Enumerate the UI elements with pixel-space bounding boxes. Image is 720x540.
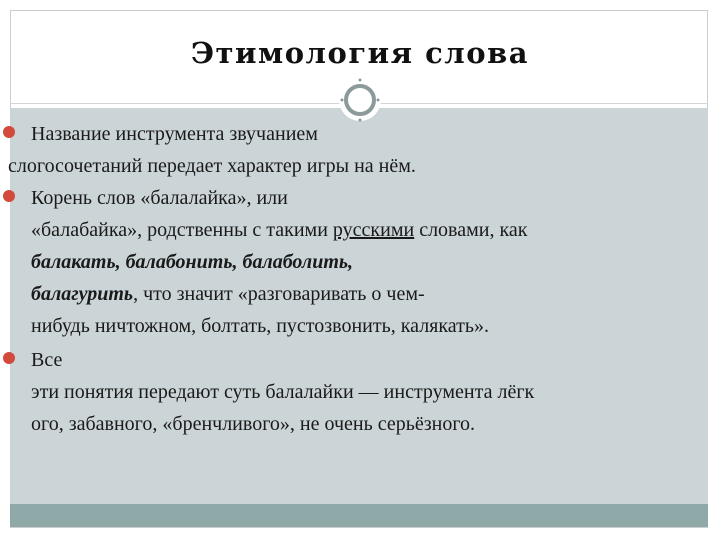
- bullet-dot-icon: [3, 190, 15, 202]
- bullet-dot-icon: [3, 352, 15, 364]
- text-line: Все: [31, 349, 63, 371]
- text-line: [0, 214, 720, 246]
- ring-ornament-icon: [336, 76, 384, 124]
- text-line: эти понятия передают суть балалайки — инструмента лёгк: [31, 381, 535, 403]
- text-line: нибудь ничтожном, болтать, пустозвонить, калякать».: [31, 315, 490, 337]
- text-run: , что значит «разговаривать о чем-: [133, 283, 425, 305]
- bullet-item-1: [0, 118, 720, 182]
- text-run: «балабайка», родственны с такими: [31, 219, 333, 241]
- bold-italic-word: балагурить: [31, 283, 134, 305]
- slide-body: [0, 118, 720, 442]
- text-line: Название инструмента звучанием: [31, 123, 318, 145]
- bullet-item-3: [0, 344, 720, 440]
- text-line: ого, забавного, «бренчливого», не очень серьёзного.: [31, 413, 476, 435]
- text-line-bold-italic: балакать, балабонить, балаболить,: [31, 251, 354, 273]
- bullet-dot-icon: [3, 126, 15, 138]
- bullet-item-2: [0, 182, 720, 342]
- footer-band: [10, 504, 708, 527]
- text-line: Корень слов «балалайка», или: [31, 187, 288, 209]
- text-line: слогосочетаний передает характер игры на нём.: [8, 155, 416, 177]
- russian-link[interactable]: русскими: [332, 219, 415, 241]
- slide-title: Этимология слова: [190, 36, 530, 70]
- text-run: словами, как: [414, 219, 528, 241]
- text-line: [0, 278, 720, 310]
